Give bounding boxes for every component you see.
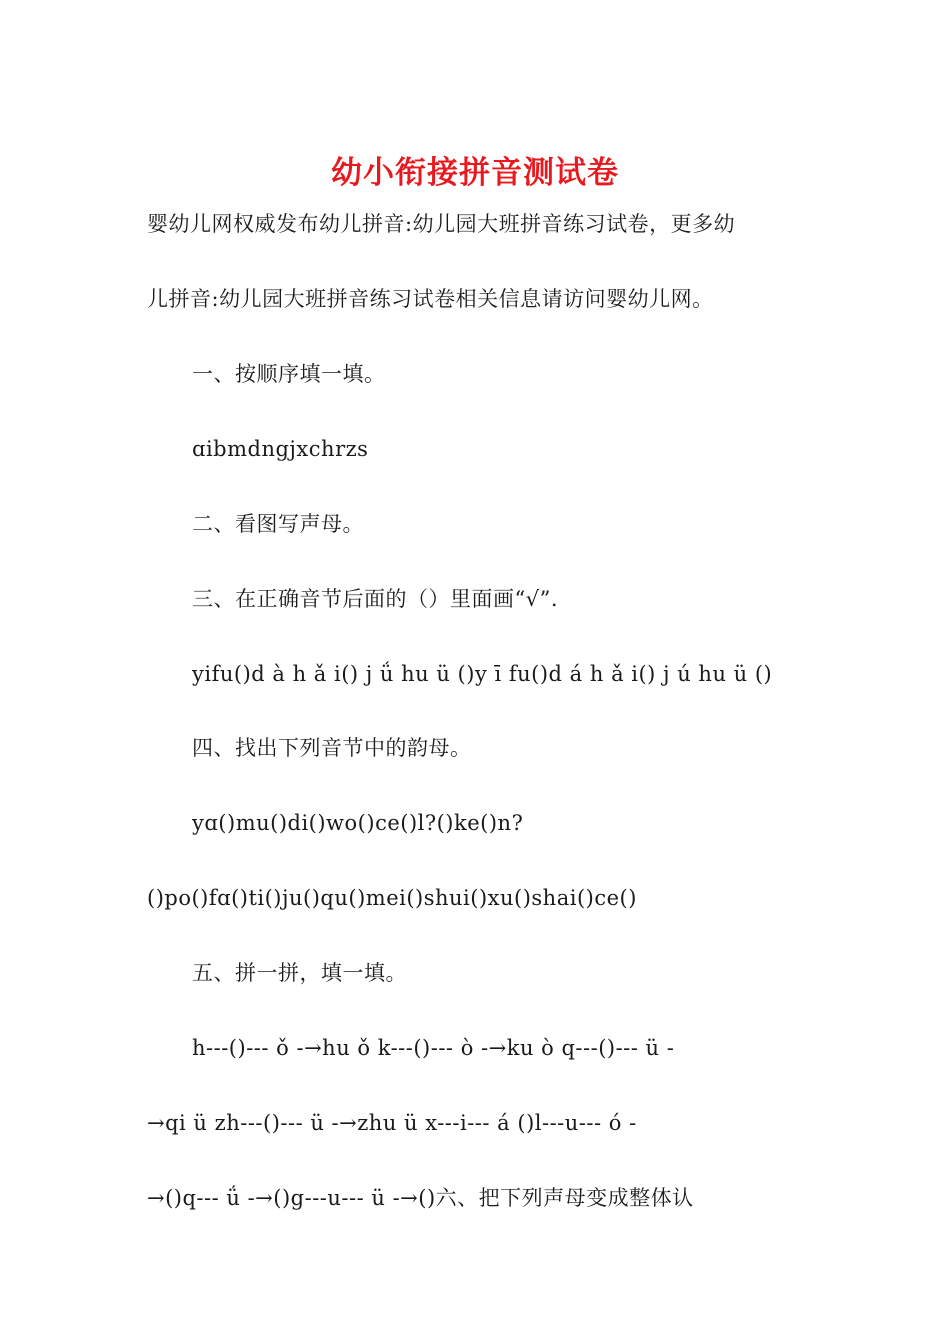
section-4-content-2: ()po()fɑ()ti()ju()qu()mei()shui()xu()shai()ce() — [147, 886, 637, 910]
section-4-heading: 四、找出下列音节中的韵母。 — [192, 736, 472, 760]
intro-line-2: 儿拼音:幼儿园大班拼音练习试卷相关信息请访问婴幼儿网。 — [147, 287, 714, 311]
section-3-heading: 三、在正确音节后面的（）里面画“√”. — [192, 587, 559, 611]
intro-line-1: 婴幼儿网权威发布幼儿拼音:幼儿园大班拼音练习试卷，更多幼 — [147, 212, 736, 236]
document-title: 幼小衔接拼音测试卷 — [331, 155, 619, 191]
section-4-content-1: yɑ()mu()di()wo()ce()l?()ke()n? — [192, 811, 524, 835]
section-2-heading: 二、看图写声母。 — [192, 512, 364, 536]
section-3-content: yifu()d à h ǎ i() j ǘ hu ü ()y ī fu()d á h ǎ i() j ú hu ü () — [192, 662, 773, 686]
section-5-content-2: →qi ü zh---()--- ü -→zhu ü x---i--- á ()l---u--- ó - — [147, 1111, 637, 1135]
section-1-heading: 一、按顺序填一填。 — [192, 362, 386, 386]
section-5-heading: 五、拼一拼，填一填。 — [192, 961, 407, 985]
section-5-content-1: h---()--- ǒ -→hu ǒ k---()--- ò -→ku ò q---()--- ü - — [192, 1036, 675, 1060]
section-5-content-3: →()q--- ǘ -→()g---u--- ü -→()六、把下列声母变成整体认 — [147, 1186, 694, 1210]
section-1-content: ɑibmdngjxchrzs — [192, 437, 369, 461]
